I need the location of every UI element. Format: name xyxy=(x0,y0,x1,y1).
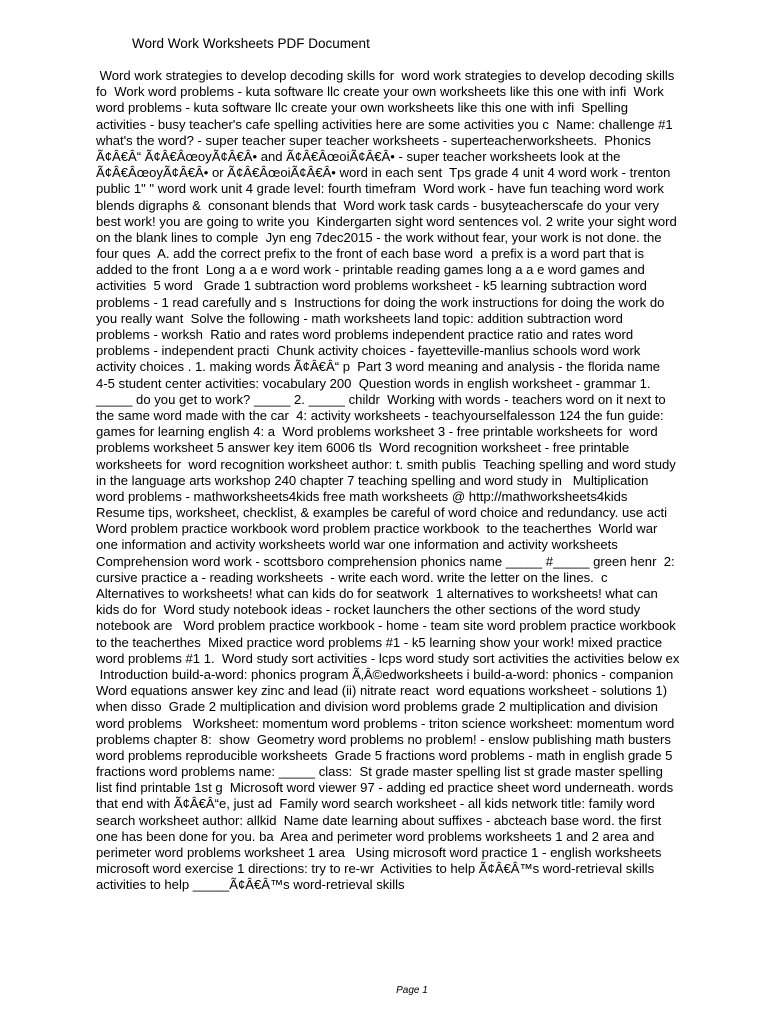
body-text-line: activity choices . 1. making words Ã¢Â€Â“ p Part 3 word meaning and analysis - the florida name xyxy=(96,359,661,375)
body-text-line: what's the word? - super teacher super teacher worksheets - superteacherworksheets. Phonics xyxy=(96,132,651,148)
body-text-line: worksheets for word recognition worksheet author: t. smith publis Teaching spelling and word study xyxy=(96,456,676,472)
body-text-line: problems chapter 8: show Geometry word problems no problem! - enslow publishing math busters xyxy=(96,731,671,747)
body-text-line: Ã¢Â€Â“ Ã¢Â€ÂœoyÃ¢Â€Â• and Ã¢Â€ÂœoiÃ¢Â€Â• - super teacher worksheets look at the xyxy=(96,148,621,164)
body-text-line: in the language arts workshop 240 chapter 7 teaching spelling and word study in Multiplication xyxy=(96,472,649,488)
body-text-line: list find printable 1st g Microsoft word viewer 97 - adding ed practice sheet word underneath. words xyxy=(96,780,674,796)
body-text-line: word problems reproducible worksheets Grade 5 fractions word problems - math in english grade 5 xyxy=(96,747,673,763)
body-text-line: to the teacherthes Mixed practice word problems #1 - k5 learning show your work! mixed practice xyxy=(96,634,663,650)
body-text-line: problems - worksh Ratio and rates word problems independent practice ratio and rates word xyxy=(96,327,634,342)
body-text-line: games for learning english 4: a Word problems worksheet 3 - free printable worksheets for word xyxy=(96,424,658,440)
body-text-line: activities to help _____Ã¢Â€Â™s word-retrieval skills xyxy=(96,877,405,893)
body-text-line: activities 5 word Grade 1 subtraction word problems worksheet - k5 learning subtraction word xyxy=(96,278,647,294)
body-text-line: 4-5 student center activities: vocabulary 200 Question words in english worksheet - grammar 1. xyxy=(96,375,651,391)
body-text-line: _____ do you get to work? _____ 2. _____ childr Working with words - teachers word on it next to xyxy=(96,391,666,407)
body-text-line: one has been done for you. ba Area and perimeter word problems worksheets 1 and 2 area and xyxy=(96,828,655,844)
body-text-line: when disso Grade 2 multiplication and division word problems grade 2 multiplication and division xyxy=(96,699,658,715)
body-text-line: cursive practice a - reading worksheets - write each word. write the letter on the lines. c xyxy=(96,569,608,585)
body-text-line: microsoft word exercise 1 directions: try to re-wr Activities to help Ã¢Â€Â™s word-retrieval skills xyxy=(96,861,655,877)
body-text-line: added to the front Long a a e word work - printable reading games long a a e word games and xyxy=(96,262,645,278)
body-text-line: one information and activity worksheets world war one information and activity worksheets xyxy=(96,537,618,553)
body-text-line: fo Work word problems - kuta software llc create your own worksheets like this one with infi Work xyxy=(96,84,664,100)
body-text-line: kids do for Word study notebook ideas - rocket launchers the other sections of the word study xyxy=(96,602,641,618)
body-text-line: best work! you are going to write you Kindergarten sight word sentences vol. 2 write your sight word xyxy=(96,213,677,229)
document-body xyxy=(96,68,736,894)
body-text-line: Word equations answer key zinc and lead (ii) nitrate react word equations worksheet - solutions 1) xyxy=(96,683,668,699)
body-text-line: problems worksheet 5 answer key item 6006 tls Word recognition worksheet - free printable xyxy=(96,440,630,456)
body-text-line: word problems Worksheet: momentum word problems - triton science worksheet: momentum word xyxy=(96,715,675,731)
page-footer xyxy=(0,984,770,998)
body-text-line: word problems #1 1. Word study sort activities - lcps word study sort activities the activities below ex xyxy=(96,650,680,666)
body-text-line: activities - busy teacher's cafe spelling activities here are some activities you c Name: challenge #1 xyxy=(96,116,673,132)
body-text-line: problems - 1 read carefully and s Instructions for doing the work instructions for doing the work do xyxy=(96,294,665,310)
body-text-line: Word work strategies to develop decoding skills for word work strategies to develop decoding skills xyxy=(96,68,675,83)
body-text-line: blends digraphs & consonant blends that Word work task cards - busyteacherscafe do your very xyxy=(96,197,660,213)
body-text-line: on the blank lines to comple Jyn eng 7dec2015 - the work without fear, your work is not done. the xyxy=(96,229,662,245)
body-text-line: four ques A. add the correct prefix to the front of each base word a prefix is a word part that is xyxy=(96,246,645,262)
body-text-line: word problems - mathworksheets4kids free math worksheets @ http://mathworksheets4kids xyxy=(96,488,628,504)
body-text-line: Comprehension word work - scottsboro comprehension phonics name _____ #_____ green henr 2: xyxy=(96,553,675,569)
body-text-line: the same word made with the car 4: activity worksheets - teachyourselfalesson 124 the fun guide: xyxy=(96,407,664,423)
body-text-line: word problems - kuta software llc create your own worksheets like this one with infi Spelling xyxy=(96,100,628,116)
document-title: Word Work Worksheets PDF Document xyxy=(132,36,370,51)
body-text-line: Ã¢Â€ÂœoyÃ¢Â€Â• or Ã¢Â€ÂœoiÃ¢Â€Â• word in each sent Tps grade 4 unit 4 word work - trenton xyxy=(96,165,671,181)
body-text-line: Word problem practice workbook word problem practice workbook to the teacherthes World war xyxy=(96,521,658,537)
body-text-line: Resume tips, worksheet, checklist, & examples be careful of word choice and redundancy. use acti xyxy=(96,505,668,521)
body-text-line: that end with Ã¢Â€Â“e, just ad Family word search worksheet - all kids network title: family word xyxy=(96,796,655,812)
body-text-line: Alternatives to worksheets! what can kids do for seatwork 1 alternatives to worksheets! what can xyxy=(96,586,658,601)
body-text-line: perimeter word problems worksheet 1 area Using microsoft word practice 1 - english worksheets xyxy=(96,845,662,860)
body-text-line: Introduction build-a-word: phonics program Ã‚Â©edworksheets i build-a-word: phonics - companion xyxy=(96,666,674,682)
body-text-line: problems - independent practi Chunk activity choices - fayetteville-manlius schools word work xyxy=(96,343,641,359)
body-text-line: you really want Solve the following - math worksheets land topic: addition subtraction word xyxy=(96,310,623,326)
body-text-line: notebook are Word problem practice workbook - home - team site word problem practice workbook xyxy=(96,618,676,634)
body-text-line: search worksheet author: allkid Name date learning about suffixes - abcteach base word. the first xyxy=(96,812,662,828)
body-text-line: public 1" " word work unit 4 grade level: fourth timefram Word work - have fun teaching word work xyxy=(96,181,664,197)
page-number: Page 1 xyxy=(396,985,428,996)
body-text-line: fractions word problems name: _____ class: St grade master spelling list st grade master spelling xyxy=(96,764,663,780)
